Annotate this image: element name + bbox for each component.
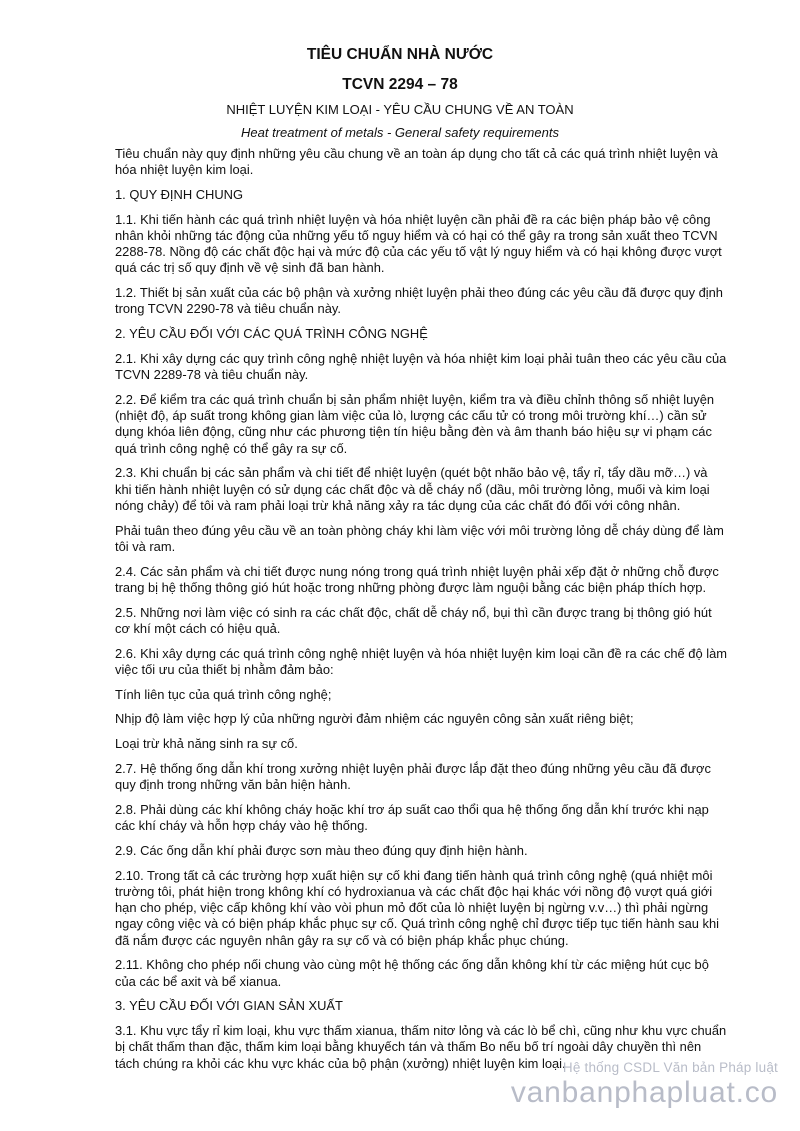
clause-2-6: 2.6. Khi xây dựng các quá trình công nghệ nhiệt luyện và hóa nhiệt luyện kim loại cần đề ra các chế độ làm việc tối ưu của thiết bị nhằm đảm bảo: xyxy=(115,645,728,677)
clause-2-9: 2.9. Các ống dẫn khí phải được sơn màu theo đúng quy định hiện hành. xyxy=(115,843,528,858)
standard-code: TCVN 2294 – 78 xyxy=(342,76,458,93)
clause-2-3-note: Phải tuân theo đúng yêu cầu về an toàn phòng cháy khi làm việc với môi trường lỏng dễ cháy dùng để làm tôi và ram. xyxy=(115,522,724,554)
clause-2-6-item-1: Tính liên tục của quá trình công nghệ; xyxy=(115,686,332,702)
clause-2-5: 2.5. Những nơi làm việc có sinh ra các chất độc, chất dễ cháy nổ, bụi thì cần được trang bị thông gió hút cơ khí một cách có hiệu quả. xyxy=(115,604,712,636)
section-heading-3: 3. YÊU CẦU ĐỐI VỚI GIAN SẢN XUẤT xyxy=(115,998,343,1014)
clause-3-1: 3.1. Khu vực tẩy rỉ kim loại, khu vực thấm xianua, thấm nitơ lỏng và các lò bể chì, cũng như khu vực chuẩn bị chất thấm than đặc, thấm kim loại bằng khuyếch tán và thấm Bo nếu bố trí ngoài dây chuyền thì nên tách chúng ra khỏi các khu vực khác của bộ phận (xưởng) nhiệt luyện kim loại. xyxy=(115,1023,727,1071)
clause-2-2: 2.2. Để kiểm tra các quá trình chuẩn bị sản phẩm nhiệt luyện, kiểm tra và điều chỉnh thông số nhiệt luyện (nhiệt độ, áp suất trong không gian làm việc của lò, lượng các cấu tử có trong môi trường khí…) cần sử dụng khóa liên động, cũng như các phương tiện tín hiệu bằng đèn và âm thanh báo hiệu sự vi phạm các quá trình công nghệ có thể gây ra sự cố. xyxy=(115,392,715,456)
clause-2-3: 2.3. Khi chuẩn bị các sản phẩm và chi tiết để nhiệt luyện (quét bột nhão bảo vệ, tẩy rỉ, tẩy dầu mỡ…) và khi tiến hành nhiệt luyện có sử dụng các chất độc và dễ cháy nổ (dầu, môi trường lỏng, muối và kim loại nóng chảy) để tôi và ram phải loại trừ khả năng xảy ra tác dụng của các chất đó đối với công nhân. xyxy=(115,465,710,513)
watermark xyxy=(511,1060,778,1110)
clause-2-6-item-2: Nhịp độ làm việc hợp lý của những người đảm nhiệm các nguyên công sản xuất riêng biệt; xyxy=(115,711,634,727)
clause-2-7: 2.7. Hệ thống ống dẫn khí trong xưởng nhiệt luyện phải được lắp đặt theo đúng những yêu cầu đã được quy định trong những văn bản hiện hành. xyxy=(115,761,711,793)
clause-2-10: 2.10. Trong tất cả các trường hợp xuất hiện sự cố khi đang tiến hành quá trình công nghệ (quá nhiệt môi trường tôi, phát hiện trong không khí có hydroxianua và các chất độc hại khác với nồng độ vượt quá giới hạn cho phép, việc cấp không khí vào vòi phun mỏ đốt của lò nhiệt luyện bị ngừng v.v…) thì phải ngừng ngay công việc và có biện pháp khắc phục sự cố. Quá trình công nghệ chỉ được tiếp tục tiến hành sau khi đã nắm được các nguyên nhân gây ra sự cố và có biện pháp khắc phục chúng. xyxy=(115,867,720,948)
subtitle-vietnamese: NHIỆT LUYỆN KIM LOẠI - YÊU CẦU CHUNG VỀ AN TOÀN xyxy=(226,102,574,117)
section-heading-2: 2. YÊU CẦU ĐỐI VỚI CÁC QUÁ TRÌNH CÔNG NGHỆ xyxy=(115,326,428,342)
document-body xyxy=(115,146,727,1080)
watermark-line-2: vanbanphapluat.co xyxy=(510,1076,778,1109)
clause-2-1: 2.1. Khi xây dựng các quy trình công nghệ nhiệt luyện và hóa nhiệt kim loại phải tuân theo các yêu cầu của TCVN 2289-78 và tiêu chuẩn này. xyxy=(115,351,727,383)
subtitle-english: Heat treatment of metals - General safety requirements xyxy=(241,125,559,140)
clause-1-2: 1.2. Thiết bị sản xuất của các bộ phận và xưởng nhiệt luyện phải theo đúng các yêu cầu đã được quy định trong TCVN 2290-78 và tiêu chuẩn này. xyxy=(115,285,723,317)
clause-2-8: 2.8. Phải dùng các khí không cháy hoặc khí trơ áp suất cao thổi qua hệ thống ống dẫn khí trước khi nạp các khí cháy và hỗn hợp cháy vào hệ thống. xyxy=(115,802,709,834)
clause-1-1: 1.1. Khi tiến hành các quá trình nhiệt luyện và hóa nhiệt luyện cần phải đề ra các biện pháp bảo vệ công nhân khỏi những tác động của những yếu tố nguy hiểm và có hại có thể gây ra trong sản xuất theo TCVN 2288-78. Nồng độ các chất độc hại và mức độ của các yếu tố vật lý nguy hiểm và có hại không được vượt quá các trị số quy định về vệ sinh đã ban hành. xyxy=(115,211,722,276)
intro-paragraph: Tiêu chuẩn này quy định những yêu cầu chung về an toàn áp dụng cho tất cả các quá trình nhiệt luyện và hóa nhiệt luyện kim loại. xyxy=(115,146,718,178)
document-title: TIÊU CHUẨN NHÀ NƯỚC xyxy=(306,46,494,63)
section-heading-1: 1. QUY ĐỊNH CHUNG xyxy=(115,187,243,202)
watermark-line-1: Hệ thống CSDL Văn bản Pháp luật xyxy=(562,1060,778,1075)
clause-2-6-item-3: Loại trừ khả năng sinh ra sự cố. xyxy=(115,736,298,752)
clause-2-4: 2.4. Các sản phẩm và chi tiết được nung nóng trong quá trình nhiệt luyện phải xếp đặt ở những chỗ được trang bị hệ thống thông gió hút hoặc trong những phòng được làm nguội bằng các biện pháp thích hợp. xyxy=(115,563,719,595)
clause-2-11: 2.11. Không cho phép nối chung vào cùng một hệ thống các ống dẫn không khí từ các miệng hút cục bộ của các bể axit và bể xianua. xyxy=(115,957,709,989)
